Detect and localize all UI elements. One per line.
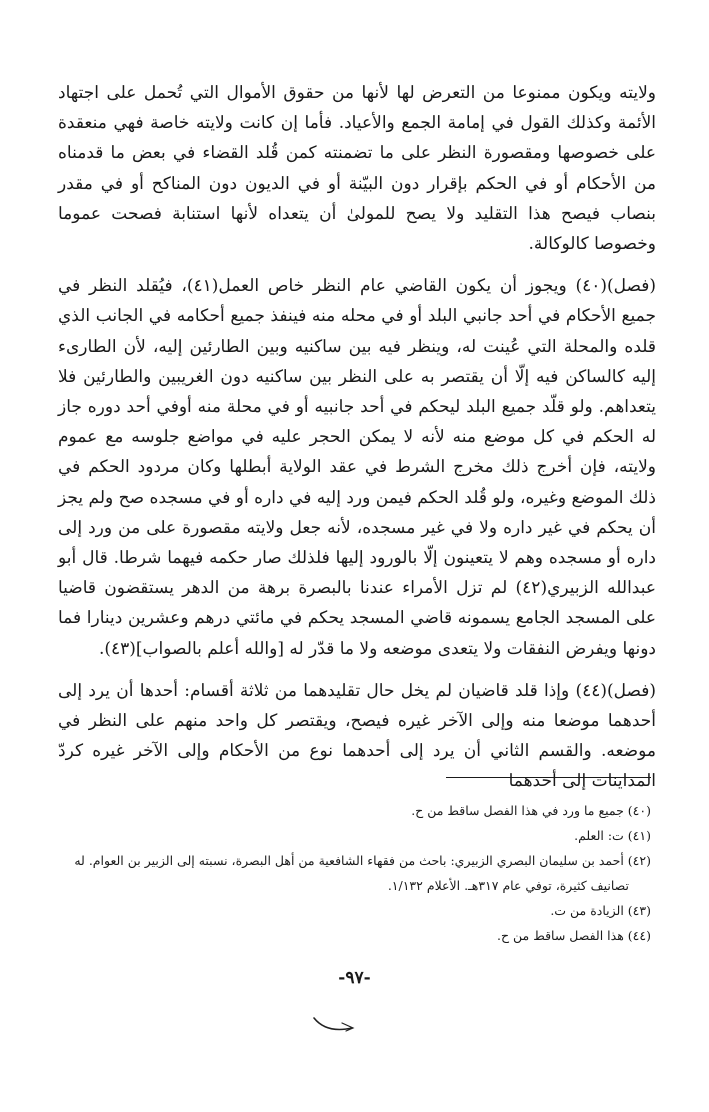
footnote-43: (٤٣) الزيادة من ت. [550, 903, 651, 918]
footnote-41: (٤١) ت: العلم. [574, 828, 651, 843]
footnotes [53, 798, 651, 948]
ornament-swash-icon [312, 1014, 356, 1036]
page-number: -٩٧- [338, 968, 371, 988]
footnote-40: (٤٠) جميع ما ورد في هذا الفصل ساقط من ح. [411, 803, 651, 818]
paragraph-1: ولايته ويكون ممنوعا من التعرض لها لأنها من حقوق الأموال التي تُحمل على اجتهاد الأئمة وكذلك القول في إمامة الجمع والأعياد. فأما إن كانت ولايته خاصة فهي منعقدة على خصوصها ومقصورة النظر على ما تضمنته كمن قُلد القضاء في بعض ما قدمناه من الأحكام أو في الحكم بإقرار دون البيّنة أو في الديون دون المناكح أو في مقدر بنصاب فيصح هذا التقليد ولا يصح للمولىٰ أن يتعداه لأنها استنابة فصحت عموما وخصوصا كالوكالة. [58, 83, 656, 255]
main-text [58, 78, 656, 797]
footnote-44: (٤٤) هذا الفصل ساقط من ح. [497, 928, 651, 943]
footnote-42-continuation: تصانيف كثيرة، توفي عام ٣١٧هـ. الأعلام ١/١٣٢. [387, 878, 629, 893]
footnote-42: (٤٢) أحمد بن سليمان البصري الزبيري: باحث من فقهاء الشافعية من أهل البصرة، نسبته إلى الزبير بن العوام. له [74, 853, 651, 868]
paragraph-2: (فصل)(٤٠) ويجوز أن يكون القاضي عام النظر خاص العمل(٤١)، فيُقلد النظر في جميع الأحكام في أحد جانبي البلد أو في محله منه فينفذ جميع أحكامه في الجانب الذي قلده والمحلة التي عُينت له، وينظر فيه بين ساكنيه وبين الطارئين إليه، لأن الطارىء إليه كالساكن فيه إلّا أن يقتصر به على النظر بين ساكنيه دون الغريبين والطارئين فلا يتعداهم. ولو قلّد جميع البلد ليحكم في أحد جانبيه أو في محلة منه أوفي أحد دوره جاز له الحكم في كل موضع منه لأنه لا يمكن الحجر عليه في مواضع جلوسه مع عموم ولايته، فإن أخرج ذلك مخرج الشرط في عقد الولاية أبطلها وكان مردود الحكم في ذلك الموضع وغيره، ولو قُلد الحكم فيمن ورد إليه في داره أو في مسجده صح ولم يجز أن يحكم في غير داره ولا في غير مسجده، لأنه جعل ولايته مقصورة على من ورد إلى داره أو مسجده وهم لا يتعينون إلّا بالورود إليها فلذلك صار حكمه فيهما شرطا. قال أبو عبدالله الزبيري(٤٢) لم تزل الأمراء عندنا بالبصرة برهة من الدهر يستقضون قاضيا على المسجد الجامع يسمونه قاضي المسجد يحكم في مائتي درهم وعشرين دينارا فما دونها ويفرض النفقات ولا يتعدى موضعه ولا ما قدّر له [والله أعلم بالصواب](٤٣). [58, 276, 656, 659]
footnote-divider [446, 777, 651, 778]
paragraph-3: (فصل)(٤٤) وإذا قلد قاضيان لم يخل حال تقليدهما من ثلاثة أقسام: أحدها أن يرد إلى أحدهما موضعا منه وإلى الآخر غيره فيصح، ويقتصر كل واحد منهم على النظر في موضعه. والقسم الثاني أن يرد إلى أحدهما نوع من الأحكام وإلى الآخر غيره كردّ المداينات إلى أحدهما [58, 680, 656, 792]
